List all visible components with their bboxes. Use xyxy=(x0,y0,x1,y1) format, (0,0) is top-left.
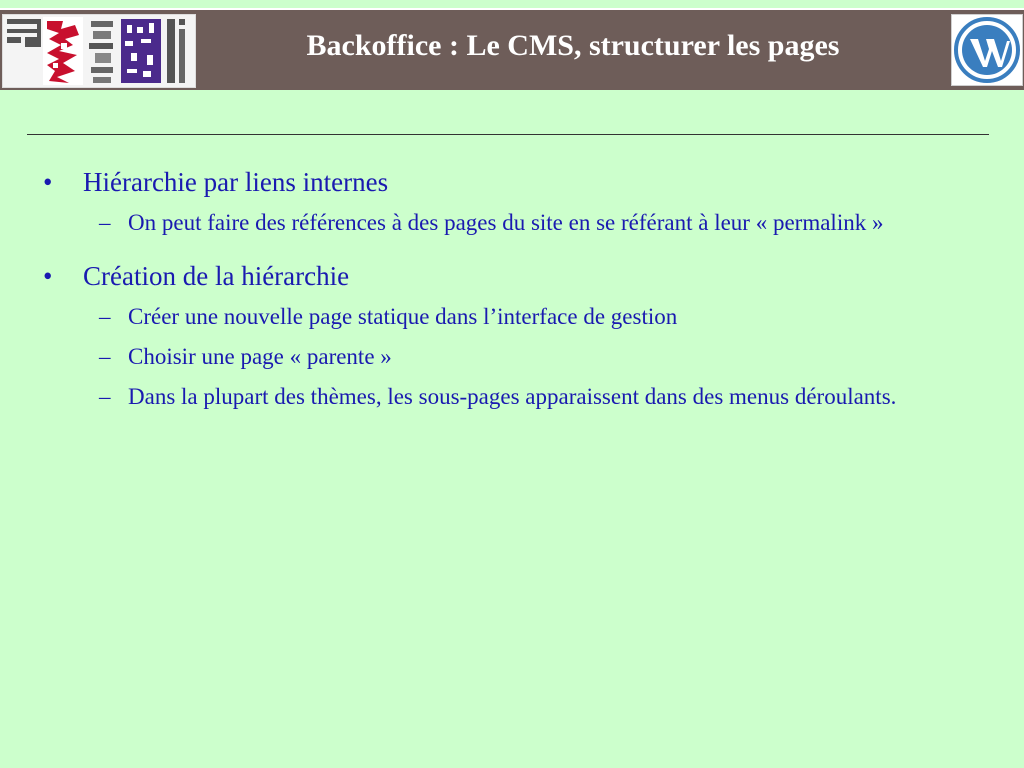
university-logo xyxy=(2,14,196,88)
sub-list xyxy=(0,206,1024,240)
sub-item xyxy=(0,300,1024,334)
bullet-item xyxy=(0,254,1024,414)
title-divider xyxy=(27,134,989,135)
bullet-marker: • xyxy=(43,261,53,291)
bullet-text: Hiérarchie par liens internes xyxy=(83,167,389,197)
sub-item-text: Créer une nouvelle page statique dans l’interface de gestion xyxy=(128,304,678,329)
dash-marker: – xyxy=(99,304,111,329)
bullet-row xyxy=(0,160,1024,204)
wordpress-logo xyxy=(951,14,1023,86)
sub-item xyxy=(0,206,1024,240)
dash-marker: – xyxy=(99,210,111,235)
sub-item xyxy=(0,340,1024,374)
bullet-item xyxy=(0,160,1024,240)
sub-item-text: On peut faire des références à des pages du site en se référant à leur « permalink » xyxy=(128,210,884,235)
bullet-marker: • xyxy=(43,167,53,197)
bullet-text: Création de la hiérarchie xyxy=(83,261,350,291)
dash-marker: – xyxy=(99,384,111,409)
dash-marker: – xyxy=(99,344,111,369)
sub-item-text: Dans la plupart des thèmes, les sous-pages apparaissent dans des menus déroulants. xyxy=(128,384,897,409)
slide-content xyxy=(0,160,1024,422)
sub-list xyxy=(0,300,1024,414)
sub-item-text: Choisir une page « parente » xyxy=(128,344,392,369)
sub-item xyxy=(0,380,1024,414)
bullet-row xyxy=(0,254,1024,298)
slide-title: Backoffice : Le CMS, structurer les pages xyxy=(306,29,840,62)
